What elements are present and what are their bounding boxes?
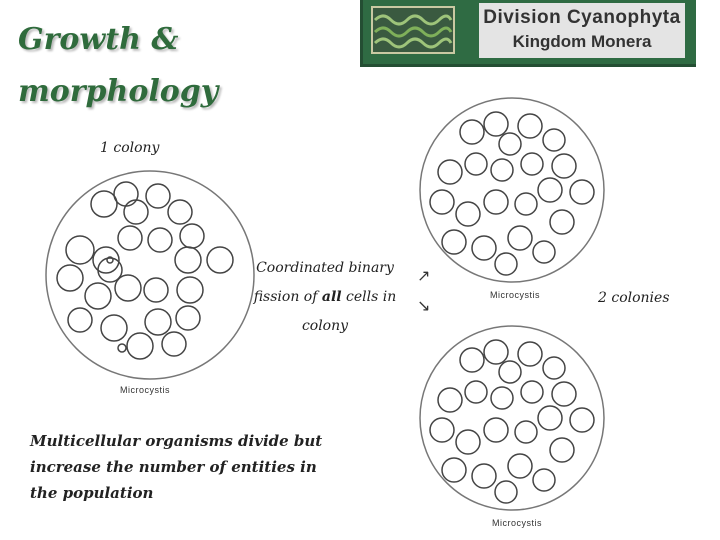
colony-top-right-diagram — [414, 84, 610, 290]
banner-kingdom-text: Kingdom Monera — [512, 32, 652, 51]
figure-caption-middle: Microcystis — [490, 290, 540, 300]
figure-caption-left: Microcystis — [120, 385, 170, 395]
coordinated-fission-text — [250, 254, 400, 341]
colony-bottom-right-diagram — [414, 312, 610, 518]
coordinated-text-part2: cells in colony — [301, 289, 397, 334]
filament-icon — [373, 8, 453, 52]
arrow-southeast-icon: ↘ — [417, 296, 431, 315]
banner-division-text: Division Cyanophyta — [483, 7, 681, 28]
colony-boundary — [46, 171, 254, 379]
multicellular-note: Multicellular organisms divide but increase the number of entities in the population — [30, 432, 323, 502]
banner-text-box — [479, 3, 685, 58]
slide-title: Growth & morphology — [18, 22, 219, 109]
banner-thumbnail-image — [371, 6, 455, 54]
coordinated-text-part1: Coordinated binary fission of — [253, 260, 394, 305]
header-banner — [360, 0, 696, 67]
two-colonies-label: 2 colonies — [598, 290, 670, 306]
arrow-northeast-icon: ↗ — [417, 266, 431, 285]
colony-left-diagram — [40, 160, 260, 400]
one-colony-label: 1 colony — [100, 140, 160, 156]
coordinated-text-all: all — [321, 289, 342, 305]
figure-caption-bottom: Microcystis — [492, 518, 542, 528]
